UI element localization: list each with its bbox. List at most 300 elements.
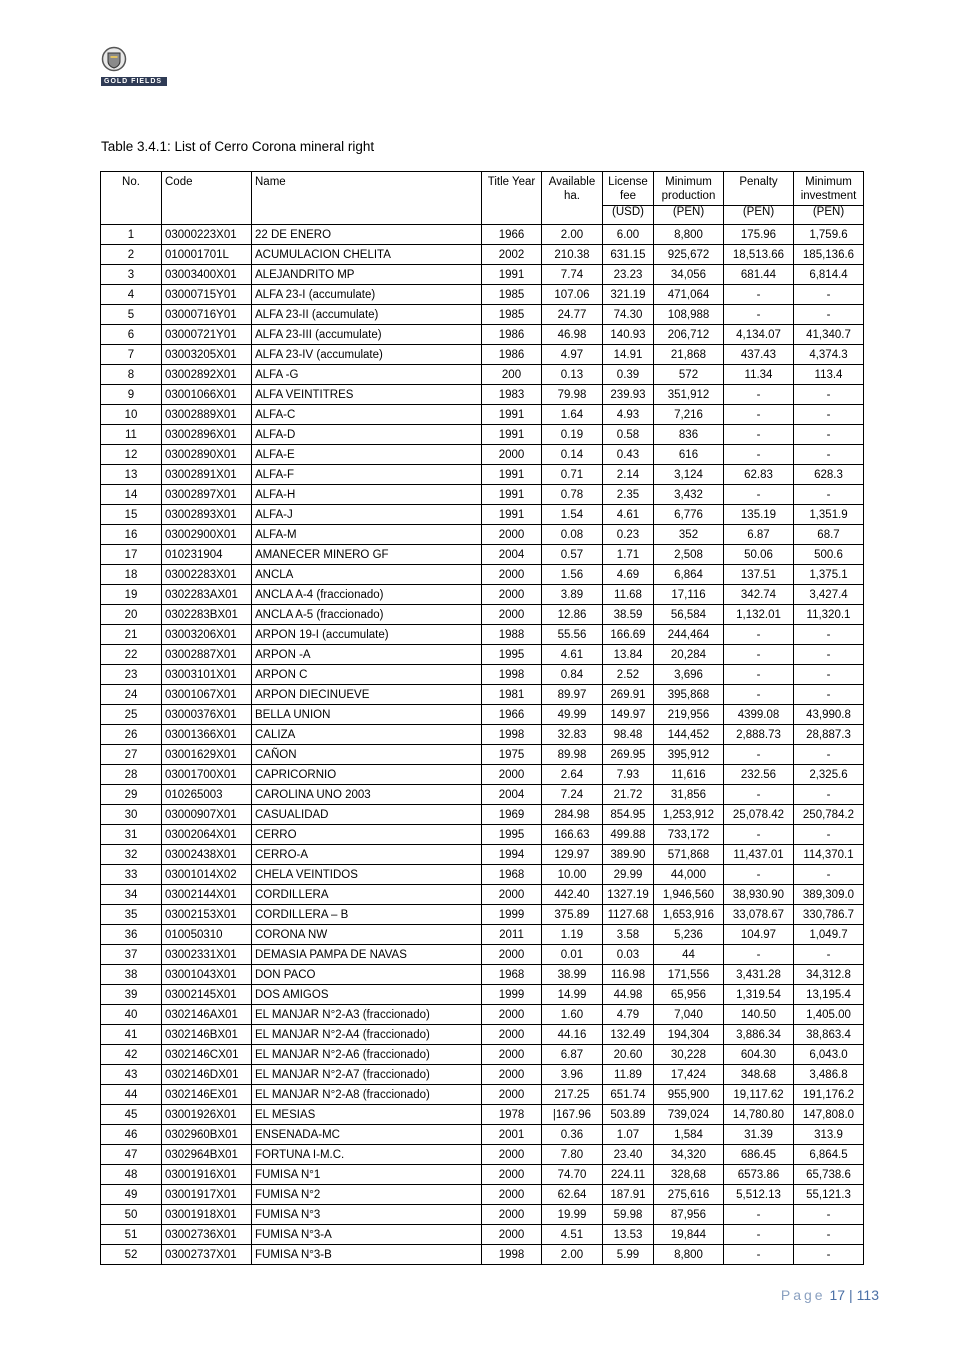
cell-penalty: - [724, 645, 794, 665]
cell-penalty: 38,930.90 [724, 885, 794, 905]
cell-license: 7.93 [603, 765, 654, 785]
cell-title-year: 1991 [482, 405, 542, 425]
cell-name: ENSENADA-MC [252, 1125, 482, 1145]
cell-code: 03002900X01 [162, 525, 252, 545]
cell-no: 37 [101, 945, 162, 965]
table-row [101, 1065, 864, 1085]
cell-minimum-investment: 38,863.4 [794, 1025, 864, 1045]
cell-title-year: 1968 [482, 965, 542, 985]
cell-license: 116.98 [603, 965, 654, 985]
cell-title-year: 2000 [482, 1045, 542, 1065]
cell-license: 2.14 [603, 465, 654, 485]
cell-minimum-production: 7,040 [654, 1005, 724, 1025]
cell-minimum-production: 34,320 [654, 1145, 724, 1165]
cell-penalty: 50.06 [724, 545, 794, 565]
cell-minimum-investment: 191,176.2 [794, 1085, 864, 1105]
cell-name: ALFA-H [252, 485, 482, 505]
cell-title-year: 2002 [482, 245, 542, 265]
cell-no: 23 [101, 665, 162, 685]
cell-license: 13.53 [603, 1225, 654, 1245]
cell-no: 51 [101, 1225, 162, 1245]
cell-no: 24 [101, 685, 162, 705]
cell-minimum-production: 1,584 [654, 1125, 724, 1145]
cell-name: DON PACO [252, 965, 482, 985]
cell-available: 2.64 [542, 765, 603, 785]
cell-title-year: 2000 [482, 1225, 542, 1245]
cell-available: 1.56 [542, 565, 603, 585]
cell-code: 0302146DX01 [162, 1065, 252, 1085]
cell-no: 16 [101, 525, 162, 545]
cell-code: 03001918X01 [162, 1205, 252, 1225]
table-row [101, 345, 864, 365]
cell-penalty: 3,431.28 [724, 965, 794, 985]
cell-minimum-production: 30,228 [654, 1045, 724, 1065]
table-row [101, 965, 864, 985]
cell-title-year: 1991 [482, 265, 542, 285]
cell-code: 03002145X01 [162, 985, 252, 1005]
cell-name: CERRO-A [252, 845, 482, 865]
cell-available: 4.51 [542, 1225, 603, 1245]
cell-title-year: 1998 [482, 1245, 542, 1265]
cell-minimum-investment: - [794, 485, 864, 505]
cell-code: 03002144X01 [162, 885, 252, 905]
cell-name: ARPON 19-I (accumulate) [252, 625, 482, 645]
table-row [101, 1105, 864, 1125]
cell-no: 41 [101, 1025, 162, 1045]
cell-code: 03001629X01 [162, 745, 252, 765]
cell-title-year: 2000 [482, 765, 542, 785]
cell-available: 19.99 [542, 1205, 603, 1225]
cell-minimum-investment: 500.6 [794, 545, 864, 565]
cell-code: 03003400X01 [162, 265, 252, 285]
table-row [101, 705, 864, 725]
cell-minimum-investment: 4,374.3 [794, 345, 864, 365]
cell-minimum-investment: 1,351.9 [794, 505, 864, 525]
cell-available: 79.98 [542, 385, 603, 405]
table-row [101, 465, 864, 485]
cell-penalty: 1,319.54 [724, 985, 794, 1005]
cell-penalty: 681.44 [724, 265, 794, 285]
cell-available: 7.80 [542, 1145, 603, 1165]
table-row [101, 845, 864, 865]
cell-no: 46 [101, 1125, 162, 1145]
table-row [101, 325, 864, 345]
cell-name: FUMISA N°2 [252, 1185, 482, 1205]
cell-license: 269.95 [603, 745, 654, 765]
cell-license: 23.40 [603, 1145, 654, 1165]
cell-code: 010265003 [162, 785, 252, 805]
cell-available: 2.00 [542, 225, 603, 245]
cell-title-year: 2000 [482, 525, 542, 545]
cell-minimum-investment: - [794, 385, 864, 405]
cell-license: 1127.68 [603, 905, 654, 925]
cell-name: ALFA-C [252, 405, 482, 425]
cell-title-year: 2000 [482, 1185, 542, 1205]
cell-minimum-production: 395,912 [654, 745, 724, 765]
cell-no: 8 [101, 365, 162, 385]
cell-license: 38.59 [603, 605, 654, 625]
cell-available: 32.83 [542, 725, 603, 745]
cell-name: ANCLA A-5 (fraccionado) [252, 605, 482, 625]
cell-name: FUMISA N°3-B [252, 1245, 482, 1265]
table-row [101, 285, 864, 305]
cell-license: 11.68 [603, 585, 654, 605]
cell-no: 29 [101, 785, 162, 805]
cell-code: 03003101X01 [162, 665, 252, 685]
cell-license: 13.84 [603, 645, 654, 665]
cell-code: 03000716Y01 [162, 305, 252, 325]
cell-available: 46.98 [542, 325, 603, 345]
cell-available: 49.99 [542, 705, 603, 725]
cell-no: 21 [101, 625, 162, 645]
unit-minimum-investment: (PEN) [794, 206, 864, 225]
cell-minimum-production: 171,556 [654, 965, 724, 985]
cell-license: 239.93 [603, 385, 654, 405]
cell-available: 2.00 [542, 1245, 603, 1265]
cell-license: 23.23 [603, 265, 654, 285]
cell-penalty: - [724, 825, 794, 845]
cell-penalty: 11.34 [724, 365, 794, 385]
cell-code: 0302146BX01 [162, 1025, 252, 1045]
cell-minimum-production: 87,956 [654, 1205, 724, 1225]
cell-title-year: 1995 [482, 645, 542, 665]
unit-penalty: (PEN) [724, 206, 794, 225]
cell-name: CORONA NW [252, 925, 482, 945]
cell-license: 1327.19 [603, 885, 654, 905]
table-row [101, 265, 864, 285]
cell-minimum-production: 395,868 [654, 685, 724, 705]
cell-no: 40 [101, 1005, 162, 1025]
cell-name: ALFA 23-II (accumulate) [252, 305, 482, 325]
cell-no: 14 [101, 485, 162, 505]
cell-license: 0.43 [603, 445, 654, 465]
cell-penalty: 604.30 [724, 1045, 794, 1065]
cell-minimum-investment: 65,738.6 [794, 1165, 864, 1185]
cell-penalty: - [724, 1245, 794, 1265]
cell-penalty: - [724, 1205, 794, 1225]
cell-name: ALFA-M [252, 525, 482, 545]
cell-title-year: 1986 [482, 325, 542, 345]
page-total: 113 [856, 1287, 879, 1303]
cell-minimum-production: 7,216 [654, 405, 724, 425]
page-footer: Page 17 | 113 [780, 1287, 879, 1303]
cell-name: ALFA VEINTITRES [252, 385, 482, 405]
cell-no: 11 [101, 425, 162, 445]
table-row [101, 625, 864, 645]
logo-text: GOLD FIELDS [104, 78, 163, 85]
cell-available: 89.98 [542, 745, 603, 765]
cell-minimum-production: 3,432 [654, 485, 724, 505]
cell-minimum-production: 739,024 [654, 1105, 724, 1125]
cell-no: 26 [101, 725, 162, 745]
cell-penalty: 3,886.34 [724, 1025, 794, 1045]
cell-code: 03001926X01 [162, 1105, 252, 1125]
cell-penalty: - [724, 1225, 794, 1245]
cell-available: 217.25 [542, 1085, 603, 1105]
cell-license: 854.95 [603, 805, 654, 825]
cell-penalty: - [724, 665, 794, 685]
cell-code: 0302283AX01 [162, 585, 252, 605]
table-row [101, 905, 864, 925]
cell-minimum-production: 2,508 [654, 545, 724, 565]
table-row [101, 925, 864, 945]
cell-minimum-investment: - [794, 625, 864, 645]
cell-code: 03003205X01 [162, 345, 252, 365]
cell-license: 4.93 [603, 405, 654, 425]
cell-title-year: 2000 [482, 1165, 542, 1185]
cell-license: 59.98 [603, 1205, 654, 1225]
table-row [101, 805, 864, 825]
cell-minimum-investment: - [794, 645, 864, 665]
cell-penalty: 18,513.66 [724, 245, 794, 265]
cell-code: 0302146CX01 [162, 1045, 252, 1065]
cell-no: 17 [101, 545, 162, 565]
cell-title-year: 1988 [482, 625, 542, 645]
cell-available: 442.40 [542, 885, 603, 905]
cell-minimum-production: 328,68 [654, 1165, 724, 1185]
cell-no: 38 [101, 965, 162, 985]
cell-available: 0.84 [542, 665, 603, 685]
cell-minimum-production: 925,672 [654, 245, 724, 265]
cell-available: 210.38 [542, 245, 603, 265]
cell-available: 0.13 [542, 365, 603, 385]
cell-name: CERRO [252, 825, 482, 845]
cell-no: 39 [101, 985, 162, 1005]
cell-penalty: 31.39 [724, 1125, 794, 1145]
cell-code: 03001014X02 [162, 865, 252, 885]
cell-no: 1 [101, 225, 162, 245]
cell-license: 0.58 [603, 425, 654, 445]
cell-license: 44.98 [603, 985, 654, 1005]
cell-title-year: 1968 [482, 865, 542, 885]
cell-code: 03000907X01 [162, 805, 252, 825]
cell-name: CAROLINA UNO 2003 [252, 785, 482, 805]
cell-title-year: 1978 [482, 1105, 542, 1125]
table-row [101, 665, 864, 685]
cell-code: 03001916X01 [162, 1165, 252, 1185]
cell-no: 27 [101, 745, 162, 765]
cell-no: 22 [101, 645, 162, 665]
cell-code: 0302964BX01 [162, 1145, 252, 1165]
cell-code: 03002153X01 [162, 905, 252, 925]
header-code: Code [162, 172, 252, 225]
cell-title-year: 1999 [482, 905, 542, 925]
cell-no: 30 [101, 805, 162, 825]
table-row [101, 685, 864, 705]
cell-penalty: 4,134.07 [724, 325, 794, 345]
cell-title-year: 2000 [482, 1005, 542, 1025]
cell-minimum-production: 1,653,916 [654, 905, 724, 925]
cell-available: 24.77 [542, 305, 603, 325]
cell-license: 187.91 [603, 1185, 654, 1205]
cell-available: 129.97 [542, 845, 603, 865]
cell-minimum-investment: 3,427.4 [794, 585, 864, 605]
cell-minimum-investment: - [794, 1225, 864, 1245]
cell-available: 55.56 [542, 625, 603, 645]
cell-minimum-production: 65,956 [654, 985, 724, 1005]
cell-minimum-investment: - [794, 425, 864, 445]
cell-code: 010001701L [162, 245, 252, 265]
cell-title-year: 1991 [482, 485, 542, 505]
cell-name: EL MANJAR N°2-A3 (fraccionado) [252, 1005, 482, 1025]
cell-code: 03001066X01 [162, 385, 252, 405]
cell-minimum-investment: - [794, 665, 864, 685]
cell-available: 38.99 [542, 965, 603, 985]
cell-penalty: 6573.86 [724, 1165, 794, 1185]
cell-license: 74.30 [603, 305, 654, 325]
table-row [101, 885, 864, 905]
cell-minimum-investment: 55,121.3 [794, 1185, 864, 1205]
cell-code: 03000715Y01 [162, 285, 252, 305]
cell-title-year: 1986 [482, 345, 542, 365]
header-penalty: Penalty [724, 172, 794, 206]
header-no: No. [101, 172, 162, 225]
table-row [101, 425, 864, 445]
cell-title-year: 2000 [482, 1205, 542, 1225]
cell-name: ANCLA A-4 (fraccionado) [252, 585, 482, 605]
cell-no: 43 [101, 1065, 162, 1085]
cell-code: 03001067X01 [162, 685, 252, 705]
cell-minimum-production: 352 [654, 525, 724, 545]
cell-title-year: 2000 [482, 1025, 542, 1045]
cell-license: 0.23 [603, 525, 654, 545]
cell-available: 107.06 [542, 285, 603, 305]
cell-penalty: 19,117.62 [724, 1085, 794, 1105]
cell-minimum-production: 194,304 [654, 1025, 724, 1045]
cell-code: 03002064X01 [162, 825, 252, 845]
cell-minimum-investment: 3,486.8 [794, 1065, 864, 1085]
cell-available: 1.60 [542, 1005, 603, 1025]
cell-penalty: 4399.08 [724, 705, 794, 725]
cell-name: ALFA-J [252, 505, 482, 525]
table-row [101, 1005, 864, 1025]
cell-minimum-production: 572 [654, 365, 724, 385]
cell-minimum-investment: 6,043.0 [794, 1045, 864, 1065]
cell-code: 010231904 [162, 545, 252, 565]
cell-penalty: - [724, 445, 794, 465]
cell-minimum-production: 275,616 [654, 1185, 724, 1205]
cell-available: 6.87 [542, 1045, 603, 1065]
cell-minimum-production: 471,064 [654, 285, 724, 305]
cell-penalty: - [724, 685, 794, 705]
cell-minimum-investment: 34,312.8 [794, 965, 864, 985]
cell-title-year: 1966 [482, 225, 542, 245]
cell-title-year: 2000 [482, 1065, 542, 1085]
cell-title-year: 1985 [482, 285, 542, 305]
table-row [101, 525, 864, 545]
cell-no: 7 [101, 345, 162, 365]
cell-code: 03001700X01 [162, 765, 252, 785]
cell-penalty: 62.83 [724, 465, 794, 485]
cell-minimum-production: 206,712 [654, 325, 724, 345]
cell-available: 166.63 [542, 825, 603, 845]
cell-no: 13 [101, 465, 162, 485]
cell-license: 4.79 [603, 1005, 654, 1025]
cell-minimum-production: 19,844 [654, 1225, 724, 1245]
cell-name: ALFA -G [252, 365, 482, 385]
cell-title-year: 2011 [482, 925, 542, 945]
cell-penalty: - [724, 745, 794, 765]
cell-penalty: 175.96 [724, 225, 794, 245]
cell-name: ALEJANDRITO MP [252, 265, 482, 285]
cell-available: 1.54 [542, 505, 603, 525]
table-body [101, 225, 864, 1265]
cell-penalty: - [724, 865, 794, 885]
cell-minimum-production: 616 [654, 445, 724, 465]
cell-code: 03002438X01 [162, 845, 252, 865]
cell-code: 03002892X01 [162, 365, 252, 385]
header-minimum-production: Minimum production [654, 172, 724, 206]
cell-available: 0.01 [542, 945, 603, 965]
mineral-rights-table [100, 171, 864, 1265]
cell-penalty: 104.97 [724, 925, 794, 945]
cell-minimum-production: 1,946,560 [654, 885, 724, 905]
cell-name: ACUMULACION CHELITA [252, 245, 482, 265]
cell-minimum-production: 8,800 [654, 225, 724, 245]
cell-penalty: 14,780.80 [724, 1105, 794, 1125]
cell-code: 03003206X01 [162, 625, 252, 645]
cell-minimum-production: 21,868 [654, 345, 724, 365]
cell-penalty: 135.19 [724, 505, 794, 525]
cell-name: CORDILLERA [252, 885, 482, 905]
cell-minimum-investment: 13,195.4 [794, 985, 864, 1005]
cell-minimum-production: 34,056 [654, 265, 724, 285]
cell-title-year: 1981 [482, 685, 542, 705]
cell-no: 6 [101, 325, 162, 345]
cell-name: ALFA-D [252, 425, 482, 445]
cell-minimum-investment: - [794, 445, 864, 465]
cell-available: 4.61 [542, 645, 603, 665]
table-row [101, 745, 864, 765]
cell-minimum-investment: 41,340.7 [794, 325, 864, 345]
cell-license: 11.89 [603, 1065, 654, 1085]
cell-penalty: - [724, 425, 794, 445]
cell-title-year: 1998 [482, 725, 542, 745]
cell-no: 48 [101, 1165, 162, 1185]
cell-code: 03002897X01 [162, 485, 252, 505]
cell-no: 28 [101, 765, 162, 785]
cell-title-year: 1991 [482, 505, 542, 525]
table-row [101, 405, 864, 425]
cell-available: 62.64 [542, 1185, 603, 1205]
cell-code: 03002331X01 [162, 945, 252, 965]
cell-license: 3.58 [603, 925, 654, 945]
cell-name: ALFA-F [252, 465, 482, 485]
cell-code: 03002893X01 [162, 505, 252, 525]
cell-name: CAÑON [252, 745, 482, 765]
cell-name: FUMISA N°3 [252, 1205, 482, 1225]
cell-available: 7.74 [542, 265, 603, 285]
cell-license: 224.11 [603, 1165, 654, 1185]
cell-name: FORTUNA I-M.C. [252, 1145, 482, 1165]
cell-no: 2 [101, 245, 162, 265]
cell-license: 321.19 [603, 285, 654, 305]
cell-penalty: 1,132.01 [724, 605, 794, 625]
cell-no: 4 [101, 285, 162, 305]
cell-penalty: 11,437.01 [724, 845, 794, 865]
cell-minimum-production: 20,284 [654, 645, 724, 665]
cell-available: 0.36 [542, 1125, 603, 1145]
cell-minimum-investment: 43,990.8 [794, 705, 864, 725]
cell-available: 14.99 [542, 985, 603, 1005]
cell-minimum-investment: - [794, 745, 864, 765]
cell-available: 4.97 [542, 345, 603, 365]
cell-available: 12.86 [542, 605, 603, 625]
cell-no: 47 [101, 1145, 162, 1165]
cell-available: 375.89 [542, 905, 603, 925]
cell-code: 03002891X01 [162, 465, 252, 485]
cell-title-year: 2000 [482, 945, 542, 965]
